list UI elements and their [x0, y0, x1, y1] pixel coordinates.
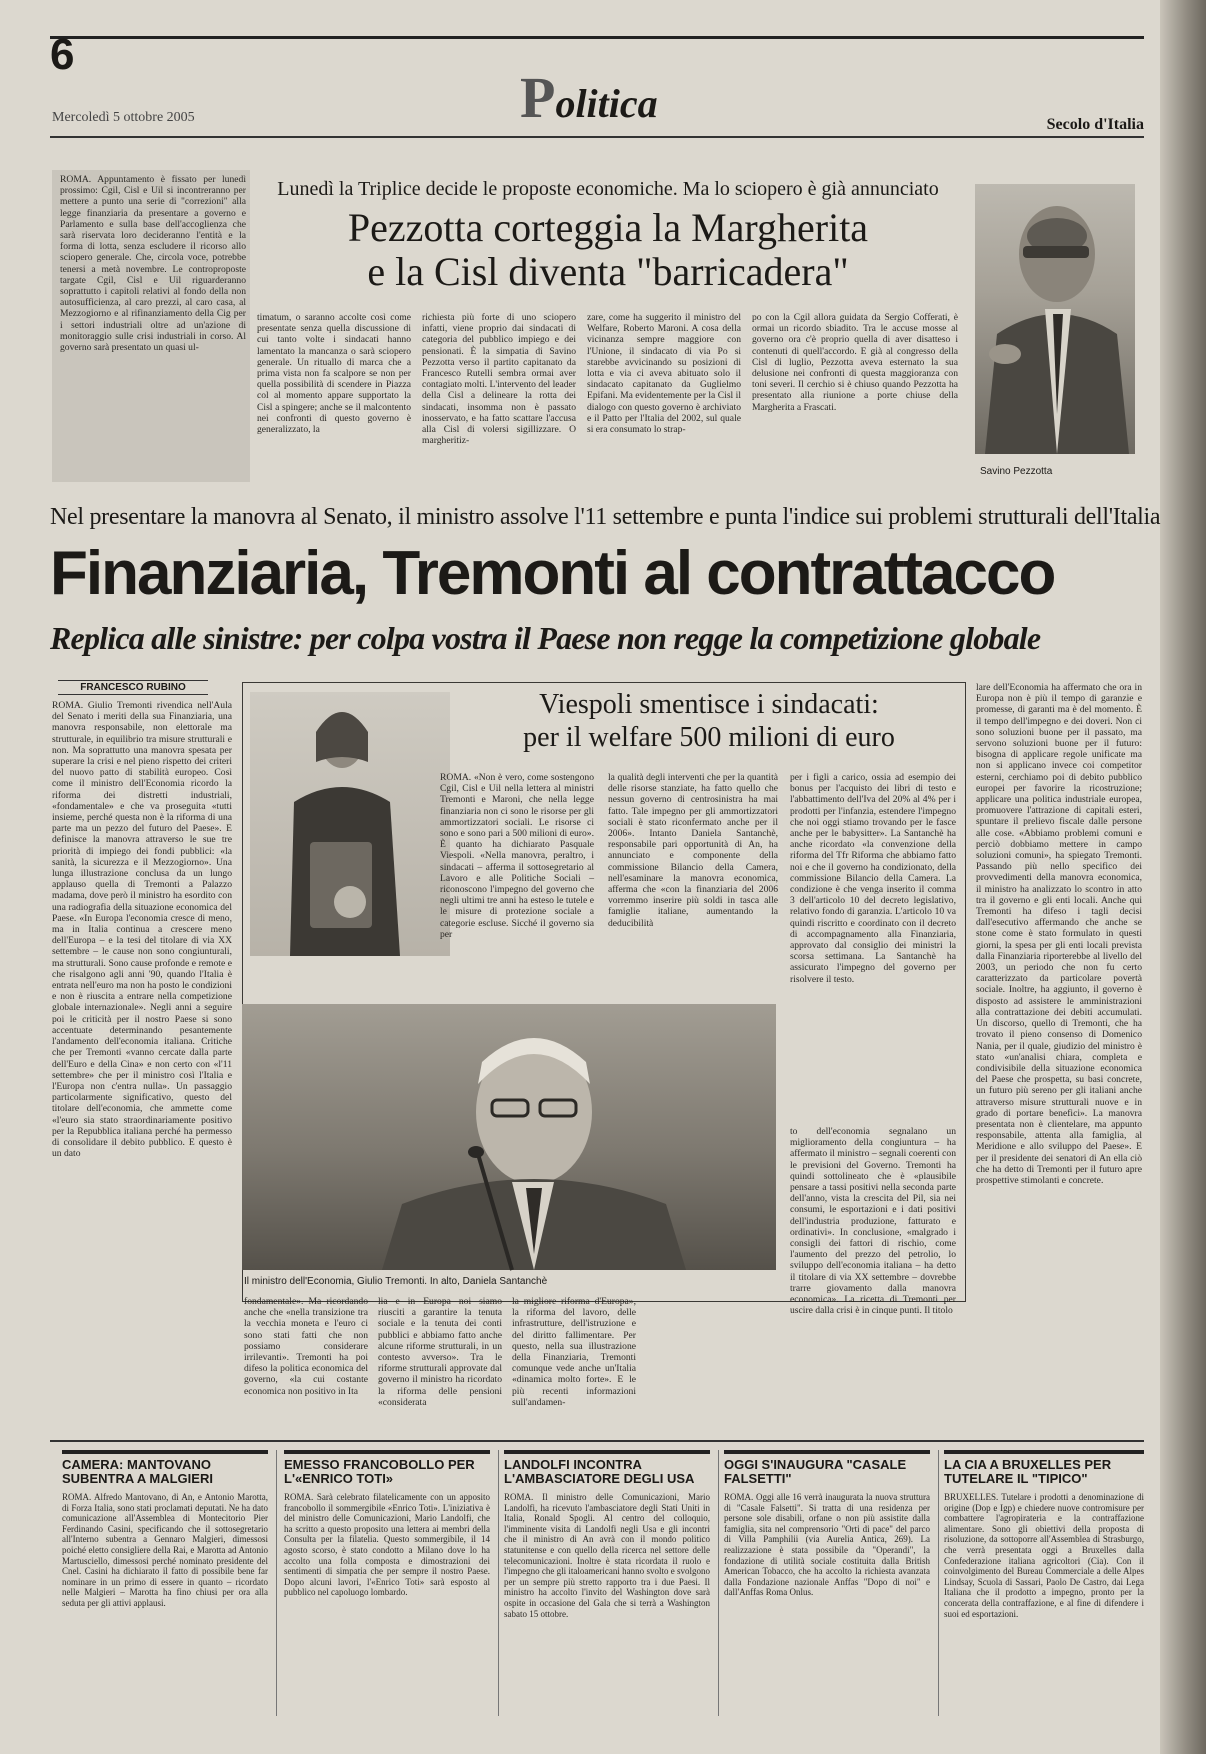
viespoli-col-3: per i figli a carico, ossia ad esempio dei bonus per l'acquisto dei libri di testo e l'abbattimento dell'Iva del 20% al 4% per i prodotti per l'infanzia, estendere l'impegno che noi oggi stiamo trovando per le fasce anche per le babysitter». La Santanchè ha anche ricordato «la convenzione della riforma del Tfr Riforma che abbiamo fatto noi e che il governo ha condizionato, della commissione Bilancio della Camera. La condizione è che venga inserito il comma 3 dell'articolo 10 del decreto legislativo, relativo fondo di garanzia. L'articolo 10 va quindi riscritto e coordinato con il decreto di accompagnamento alla Finanziaria, approvato dal consiglio dei ministri la scorsa settimana. La Santanchè ha assicurato l'impegno del governo per risolvere il testo.	[790, 772, 956, 985]
main-story-col-b1: fondamentale». Ma ricordando anche che «nella transizione tra la vecchia moneta e l'euro ci sono stati fatti che non possiamo considerare irrilevanti». Tremonti ha poi difeso la politica economica del governo, «la cui costante economica non positivo in Ita	[244, 1296, 368, 1397]
brief-1	[62, 1450, 268, 1716]
top-headline-line-1: Pezzotta corteggia la Margherita	[347, 205, 869, 250]
main-story-col-b2: lia e in Europa noi siamo riusciti a garantire la tenuta sociale e la tenuta dei conti pubblici e abbiamo fatto anche alcune riforme strutturali, in un contesto avverso». Tra le riforme strutturali approvate dal governo il ministro ha ricordato la riforma delle pensioni «considerata	[378, 1296, 502, 1408]
newspaper-name: Secolo d'Italia	[1046, 116, 1144, 133]
brief-3-title: LANDOLFI INCONTRA L'AMBASCIATORE DEGLI USA	[504, 1450, 710, 1486]
brief-1-text: ROMA. Alfredo Mantovano, di An, e Antonio Marotta, di Forza Italia, sono stati proclamati deputati. Ne ha dato comunicazione all'Assemblea di Montecitorio Pier Ferdinando Casini, specificando che il sottosegretario all'Interno subentra a Gennaro Malgieri, dimessosi poiché eletto consigliere della Rai, e Marotta ad Antonio Martusciello, dimessosi perché nominato presidente del Cnel. Casini ha dichiarato il fatto di possibile bene far nominare in un primo di essere in quanto – ricordato nelle Malgieri – Marotta ha fino chiusi per ora alla seduta per gli attivi applausi.	[62, 1492, 268, 1608]
main-story-col-left: ROMA. Giulio Tremonti rivendica nell'Aula del Senato i meriti della sua Finanziaria, una manovra responsabile, non elettorale ma strutturale, in equilibrio tra misure strutturali e non. Ma soprattutto una manovra spesata per superare la crisi e nel pieno rispetto dei criteri del nuovo patto di stabilità europeo. Così come il ministro dell'Economia ricordo la riforma dei distretti industriali, «fondamentale» e che va proseguita «tutti insieme, perché questa non è la riforma di una parte ma un pezzo del futuro del Paese». E definisce la manovra attraverso le sue tre priorità di impiego dei fondi pubblici: «la sanità, la sicurezza e il Mezzogiorno». Una lunga illustrazione conclusa da un lungo applauso quella di Tremonti a Palazzo madama, dove però il ministro ha esordito con una radiografia della situazione economica del Paese. «In Europa l'economia cresce di meno, ma in Italia continua a crescere meno dell'Europa – e la tesi del titolare di via XX settembre – le cause non sono congiunturali, ma strutturali. Sono cause profonde e remote e che risalgono agli anni '90, quando l'Italia è entrata nell'euro ma non ha posto le condizioni e non è riuscita a entrare nella competizione globale internazionale». Negli anni a seguire poi le criticità per il nostro Paese si sono accentuate determinando pesantemente l'andamento dell'economia italiana. Critiche che per Tremonti «vanno cercate dalla parte dell'Euro e della Cina» e non certo con «l'11 settembre» che per il ministro così l'Italia e l'Europa non c'entra nulla». Un passaggio particolarmente significativo, questo del titolare dell'economia, che ammette come «l'euro sia stato straordinariamente positivo per la Repubblica italiana perché ha permesso di consolidare il debito pubblico. E questo è un dato	[52, 700, 232, 1160]
main-story-headline: Finanziaria, Tremonti al contrattacco	[50, 539, 1055, 608]
santanche-photo-illustration	[250, 692, 450, 956]
brief-4-title: OGGI S'INAUGURA "CASALE FALSETTI"	[724, 1450, 930, 1486]
viespoli-col-2: la qualità degli interventi che per la quantità delle risorse stanziate, ha fatto quello che nessun governo di centrosinistra ha mai fatto. Tale impegno per gli ammortizzatori sociali è stato riconfermato anche per il 2006». Intanto Daniela Santanchè, responsabile pari opportunità di An, ha annunciato e componente della commissione Bilancio della Camera, nell'esaminare la manovra economica, afferma che «con la finanziaria del 2006 vorremmo inserire più soldi in tasca alle famiglie italiane, aumentando la deducibilità	[608, 772, 778, 929]
top-headline-line-2: e la Cisl diventa "barricadera"	[367, 249, 849, 294]
top-rule	[50, 36, 1144, 39]
top-story-headline	[258, 206, 958, 294]
section-title	[520, 64, 658, 131]
viespoli-headline-line-1: Viespoli smentisce i sindacati:	[539, 689, 879, 720]
main-story-kicker: Nel presentare la manovra al Senato, il ministro assolve l'11 settembre e punta l'indice sui problemi strutturali dell'Italia	[50, 504, 1161, 530]
top-story-kicker: Lunedì la Triplice decide le proposte economiche. Ma lo sciopero è già annunciato	[277, 178, 939, 200]
viespoli-headline-line-2: per il welfare 500 milioni di euro	[523, 722, 895, 753]
section-initial: P	[520, 65, 556, 130]
page-number: 6	[50, 30, 75, 79]
pezzotta-photo	[975, 184, 1135, 454]
brief-4	[724, 1450, 930, 1716]
brief-3	[504, 1450, 710, 1716]
section-rest: olitica	[555, 81, 658, 126]
santanche-photo	[250, 692, 450, 956]
briefs-rule	[50, 1440, 1144, 1442]
side-box-text: ROMA. Appuntamento è fissato per lunedì prossimo: Cgil, Cisl e Uil si incontreranno per mettere a punto una serie di "correzioni" alla legge finanziaria da presentare a governo e Parlamento e sulla base dell'accoglienza che sarà riservata loro decideranno l'entità e la forma di lotta, senza escludere il ricorso allo sciopero generale. Che, circola voce, potrebbe tenersi a metà novembre. Le controproposte targate Cgil, Cisl e Uil riguarderanno soprattutto i capitoli relativi al fondo della non autosufficienza, al caro prezzi, al caro casa, al Mezzogiorno e al rifinanziamento della Cig per i settori industriali oltre ad un'azione di monitoraggio sulle crisi industriali in corso. Al governo sarà presentato un quasi ul-	[60, 174, 246, 354]
top-story-col-3: zare, come ha suggerito il ministro del Welfare, Roberto Maroni. A cosa della vicinanza sempre maggiore con l'Unione, il sindacato di via Po si starebbe avvicinando su posizioni di lotta e via ci aveva abituato solo il sindacato capitanato da Guglielmo Epifani. Ma evidentemente per la Cisl il dialogo con questo governo è archiviato e il Patto per l'Italia del 2002, sul quale si era consumato lo strap-	[587, 312, 741, 436]
page-gutter-shadow	[1160, 0, 1206, 1754]
pezzotta-caption: Savino Pezzotta	[980, 466, 1053, 477]
viespoli-col-1: ROMA. «Non è vero, come sostengono Cgil, Cisl e Uil nella lettera al ministri Tremonti e Maroni, che nella legge finanziaria non ci sono le risorse per gli ammortizzatori sociali. Le risorse ci sono e sono pari a 500 milioni di euro». È quanto ha dichiarato Pasquale Viespoli. «Nella manovra, peraltro, i sindacati – afferma il sottosegretario al Lavoro e alle Politiche Sociali – riconoscono l'impegno del governo che negli ultimi tre anni ha esteso le tutele e le misure di protezione sociale a categorie escluse. Sicché il governo sia per	[440, 772, 594, 940]
brief-divider	[498, 1450, 499, 1716]
brief-5	[944, 1450, 1144, 1716]
byline: FRANCESCO RUBINO	[58, 680, 208, 695]
brief-4-text: ROMA. Oggi alle 16 verrà inaugurata la nuova struttura di "Casale Falsetti". Si tratta di una residenza per persone sole disabili, orfane o non più assistite dalla famiglia, sita nel comprensorio "Orti di pace" del parco di Villa Pamphilii (via Aurelia Antica, 269). La realizzazione è stata possibile da "Operandi", la fondazione di utilità sociale costituita dalla British American Tobacco, che ha accolto la richiesta avanzata dalla Fondazione nazionale Anffas "Dopo di noi" e dall'Anffas Roma Onlus.	[724, 1492, 930, 1598]
brief-2-title: EMESSO FRANCOBOLLO PER L'«ENRICO TOTI»	[284, 1450, 490, 1486]
brief-5-text: BRUXELLES. Tutelare i prodotti a denominazione di origine (Dop e Igp) e chiedere nuove contromisure per combattere l'agropirateria e la contraffazione alimentare. Sono gli obiettivi della proposta di risoluzione, da sottoporre all'Assemblea di Strasburgo, che verrà presentata oggi a Bruxelles dalla Confederazione italiana agricoltori (Cia). Con il coinvolgimento del Bureau Commerciale a delle Alpes Lindsay, Scuola di Sassari, Paolo De Castro, dai Lega Italiana che il prodotto a impegno, pronto per la concerata della contraffazione, e al fine di difendere i suoi ed esportazioni.	[944, 1492, 1144, 1619]
viespoli-headline	[460, 688, 958, 754]
brief-1-title: CAMERA: MANTOVANO SUBENTRA A MALGIERI	[62, 1450, 268, 1486]
masthead-rule	[50, 136, 1144, 138]
top-story-col-2: richiesta più forte di uno sciopero infatti, viene proprio dai sindacati di categoria del pubblico impiego e dei pensionati. È la simpatia di Savino Pezzotta verso il partito capitanato da Francesco Rutelli sembra ormai aver contagiato molti. L'intervento del leader della Cisl a delineare la rotta dei sindacati, insomma non è passato inosservato, e ha fatto scattare l'accusa alla Cisl di volersi sigillizzare. O margheritiz-	[422, 312, 576, 447]
brief-divider	[718, 1450, 719, 1716]
tremonti-caption: Il ministro dell'Economia, Giulio Tremonti. In alto, Daniela Santanchè	[244, 1276, 548, 1287]
brief-divider	[276, 1450, 277, 1716]
brief-5-title: LA CIA A BRUXELLES PER TUTELARE IL "TIPICO"	[944, 1450, 1144, 1486]
top-story-col-4: po con la Cgil allora guidata da Sergio Cofferati, è ormai un ricordo sbiadito. Tra le accuse mosse al governo ora c'è proprio quella di aver disatteso i contenuti di quell'accordo. E già al congresso della Cisl di luglio, Pezzotta aveva esternato la sua delusione nei confronti di questa maggioranza con toni severi. Il cerchio si è chiuso quando Pezzotta ha presentato alla riunione a porte chiuse della Margherita a Frascati.	[752, 312, 958, 413]
main-story-col-right: lare dell'Economia ha affermato che ora in Europa non è più il tempo di garanzie e promesse, di garanti ma è del momento. È il tempo dell'impegno e dei doveri. Non ci sono soluzioni buone per il passato, ma servono soluzioni buone per il futuro: bisogna di applicare regole unificate ma non si applicano invece coi competitor esterni, cerchiamo poi di debito pubblico europei per favorire la ricostruzione; applicare una politica industriale europea, promuovere l'attrazione di capitali esteri, spuntare il prelievo fiscale dalle persone alle cose. «Abbiamo problemi comuni e perciò dobbiamo mettere in campo soluzioni comuni», ha spiegato Tremonti. Passando più nello specifico dei provvedimenti della manovra economica, il ministro ha analizzato lo scontro in atto tra il governo e gli enti locali. Anche qui Tremonti ha difeso i tagli decisi dall'esecutivo affermando che anche se stone come è stato formulato in questi giorni, la spesa per gli enti locali prevista dalla Finanziaria riporterebbe al livello del 2003, un periodo che non fu certo caratterizzato da particolare povertà sociale. Inoltre, ha aggiunto, il governo è disposto ad assistere le amministrazioni alla contrattazione dei debiti accumulati. Un discorso, quello di Tremonti, che ha trovato il pieno consenso di Domenico Nania, per il quale, giudizio del ministro è stato «un'analisi chiara, completa e condivisibile della situazione economica del Paese che prospetta, su basi concrete, un futuro più sereno per gli italiani anche attraverso misure strutturali nuove e in grado di portare benefici». La manovra presentata non è clientelare, ma appunto responsabile, attenta alla famiglia, al Meridione e allo sviluppo del Paese». E per il presidente dei senatori di An ella ciò che ha detto di Tremonti per il futuro apre prospettive stimolanti e concrete.	[976, 682, 1142, 1186]
top-story-col-1: timatum, o saranno accolte così come presentate senza quella discussione di cui tanto volte i sindacati hanno lamentato la mancanza o sarà sciopero generale. Un rituallo di marca che a prima vista non fa scalpore se non per quella possibilità di scendere in Piazza col al momento appare supportato la Cisl a spingere; anche se il malcontento nei confronti di questo governo è generalizzato, la	[257, 312, 411, 436]
issue-date: Mercoledì 5 ottobre 2005	[52, 110, 195, 125]
brief-divider	[938, 1450, 939, 1716]
brief-2	[284, 1450, 490, 1716]
tremonti-photo-illustration	[242, 1004, 776, 1270]
brief-2-text: ROMA. Sarà celebrato filatelicamente con un apposito francobollo il sommergibile «Enrico Toti». L'iniziativa è del ministro delle Comunicazioni, Mario Landolfi, che ha scritto a questo proposito una lettera ai membri della Consulta per la filatelia. Questo sommergibile, il 14 agosto scorso, è stato condotto a Milano dove lo ha accolto una folla composta e dimostrazioni dei sentimenti di simpatia che per sempre il nostro Paese. Dopo alcuni lavori, l'«Enrico Toti» sarà esposto al pubblico nel capoluogo lombardo.	[284, 1492, 490, 1598]
pezzotta-photo-illustration	[975, 184, 1135, 454]
tremonti-photo	[242, 1004, 776, 1270]
brief-3-text: ROMA. Il ministro delle Comunicazioni, Mario Landolfi, ha ricevuto l'ambasciatore degli Stati Uniti in Italia, Ronald Spogli. Al centro del colloquio, l'imminente visita di Landolfi negli Usa e gli incontri che il ministro di An avrà con il mondo politico statunitense e con quello della ricerca nel settore delle telecomunicazioni. Inoltre è stata ricordata il ruolo e l'impegno che gli italoamericani hanno svolto e svolgono per un sempre più stretto rapporto tra i due Paesi. Il ministro ha accolto l'invito del Washington dove sarà ospite in occasione del Gala che si terrà a Washington sabato 15 ottobre.	[504, 1492, 710, 1619]
main-story-col-4: to dell'economia segnalano un miglioramento della congiuntura – ha affermato il ministro – segnali coerenti con le previsioni del Governo. Tremonti ha quindi sottolineato che è «plausibile pensare a tassi positivi nella seconda parte dell'anno, vista la crescita del Pil, sia nei consumi, le esportazioni e i dati positivi dell'industria produzione, fatturato e ordinativi». In conclusione, «malgrado i consigli dei fattori di rischio, come l'aumento del prezzo del petrolio, lo sviluppo dell'economia italiana – ha detto il titolare di via XX settembre – dovrebbe trarre giovamento dalla manovra economica». La ricetta di Tremonti per uscire dalla crisi è in cinque punti. Il titolo	[790, 1126, 956, 1317]
main-story-col-b3: la migliore riforma d'Europa», la riforma del lavoro, delle infrastrutture, dell'istruzione e del diritto fallimentare. Per questo, nella sua illustrazione della Finanziaria, Tremonti comunque vede anche un'Italia «dinamica molto forte». E le più recenti informazioni sull'andamen-	[512, 1296, 636, 1408]
main-story-subheadline: Replica alle sinistre: per colpa vostra il Paese non regge la competizione globale	[50, 620, 1041, 656]
